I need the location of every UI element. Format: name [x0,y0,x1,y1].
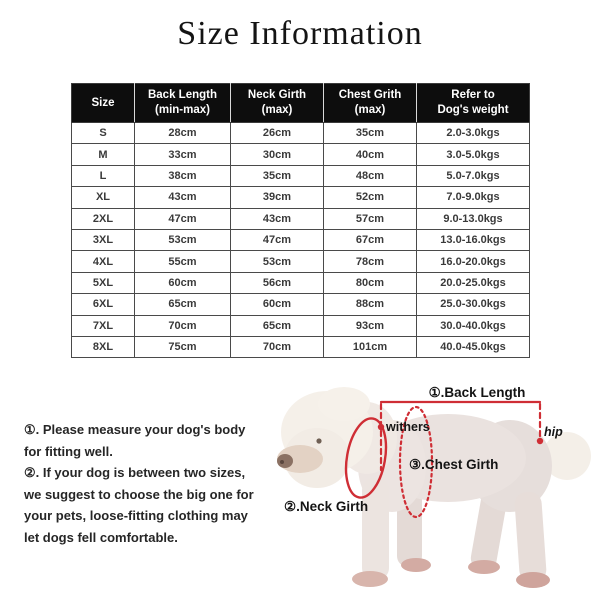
table-cell: 25.0-30.0kgs [417,294,530,315]
table-row [72,294,530,315]
table-cell: 57cm [324,208,417,229]
dog-body-shapes [277,387,591,588]
table-row [72,208,530,229]
table-cell: XL [72,187,135,208]
table-header-row [72,84,530,123]
table-cell: M [72,144,135,165]
table-cell: 6XL [72,294,135,315]
table-row [72,336,530,357]
note-line: ②. If your dog is between two sizes, [24,465,246,480]
table-cell: 55cm [135,251,231,272]
chest-girth-label: ③.Chest Girth [409,457,499,472]
table-cell: 9.0-13.0kgs [417,208,530,229]
table-cell: 56cm [231,272,324,293]
table-cell: L [72,165,135,186]
note-line: let dogs fell comfortable. [24,529,178,545]
table-cell: 5XL [72,272,135,293]
table-cell: 26cm [231,123,324,144]
hip-label: hip [544,425,563,439]
table-cell: 52cm [324,187,417,208]
table-cell: 35cm [324,123,417,144]
withers-point [378,424,384,430]
table-cell: 101cm [324,336,417,357]
table-cell: 70cm [135,315,231,336]
table-cell: 8XL [72,336,135,357]
table-cell: 13.0-16.0kgs [417,229,530,250]
column-header: Neck Girth (max) [231,84,324,123]
table-cell: 33cm [135,144,231,165]
table-cell: 7.0-9.0kgs [417,187,530,208]
table-cell: 40.0-45.0kgs [417,336,530,357]
table-cell: 3XL [72,229,135,250]
column-header: Size [72,84,135,123]
note-line: ①. Please measure your dog's body [24,422,246,437]
table-cell: 47cm [135,208,231,229]
table-cell: 70cm [231,336,324,357]
table-cell: 5.0-7.0kgs [417,165,530,186]
table-cell: 2.0-3.0kgs [417,123,530,144]
table-cell: 93cm [324,315,417,336]
neck-girth-label: ②.Neck Girth [284,499,369,514]
table-cell: 39cm [231,187,324,208]
measure-notes [24,419,292,548]
table-row [72,272,530,293]
table-cell: 4XL [72,251,135,272]
size-table-body [72,123,530,358]
table-row [72,251,530,272]
table-cell: 20.0-25.0kgs [417,272,530,293]
table-cell: 75cm [135,336,231,357]
table-cell: 30.0-40.0kgs [417,315,530,336]
table-cell: 28cm [135,123,231,144]
table-cell: 47cm [231,229,324,250]
dog-eye [316,438,321,443]
table-cell: 30cm [231,144,324,165]
note-line: we suggest to choose the big one for [24,486,254,502]
table-cell: 65cm [231,315,324,336]
table-cell: 16.0-20.0kgs [417,251,530,272]
table-cell: 80cm [324,272,417,293]
table-row [72,229,530,250]
note-line: your pets, loose-fitting clothing may [24,508,248,523]
table-cell: 3.0-5.0kgs [417,144,530,165]
table-cell: 35cm [231,165,324,186]
table-cell: 53cm [231,251,324,272]
size-table [71,83,530,358]
table-cell: S [72,123,135,144]
table-cell: 67cm [324,229,417,250]
table-row [72,315,530,336]
column-header: Chest Grith (max) [324,84,417,123]
table-row [72,165,530,186]
table-row [72,144,530,165]
table-cell: 38cm [135,165,231,186]
table-cell: 60cm [135,272,231,293]
table-cell: 40cm [324,144,417,165]
table-cell: 60cm [231,294,324,315]
table-row [72,187,530,208]
column-header: Back Length (min-max) [135,84,231,123]
hip-point [537,438,543,444]
dog-illustration [270,370,600,600]
table-cell: 43cm [135,187,231,208]
dog-nose [277,454,293,468]
dog-measurement-diagram [270,370,600,600]
table-cell: 48cm [324,165,417,186]
table-row [72,123,530,144]
table-cell: 43cm [231,208,324,229]
withers-label: withers [386,420,430,434]
table-cell: 7XL [72,315,135,336]
table-cell: 78cm [324,251,417,272]
table-cell: 65cm [135,294,231,315]
page-title: Size Information [177,15,423,52]
table-cell: 53cm [135,229,231,250]
note-line: for fitting well. [24,443,113,459]
table-cell: 88cm [324,294,417,315]
table-cell: 2XL [72,208,135,229]
column-header: Refer to Dog's weight [417,84,530,123]
back-length-label: ①.Back Length [428,385,526,400]
